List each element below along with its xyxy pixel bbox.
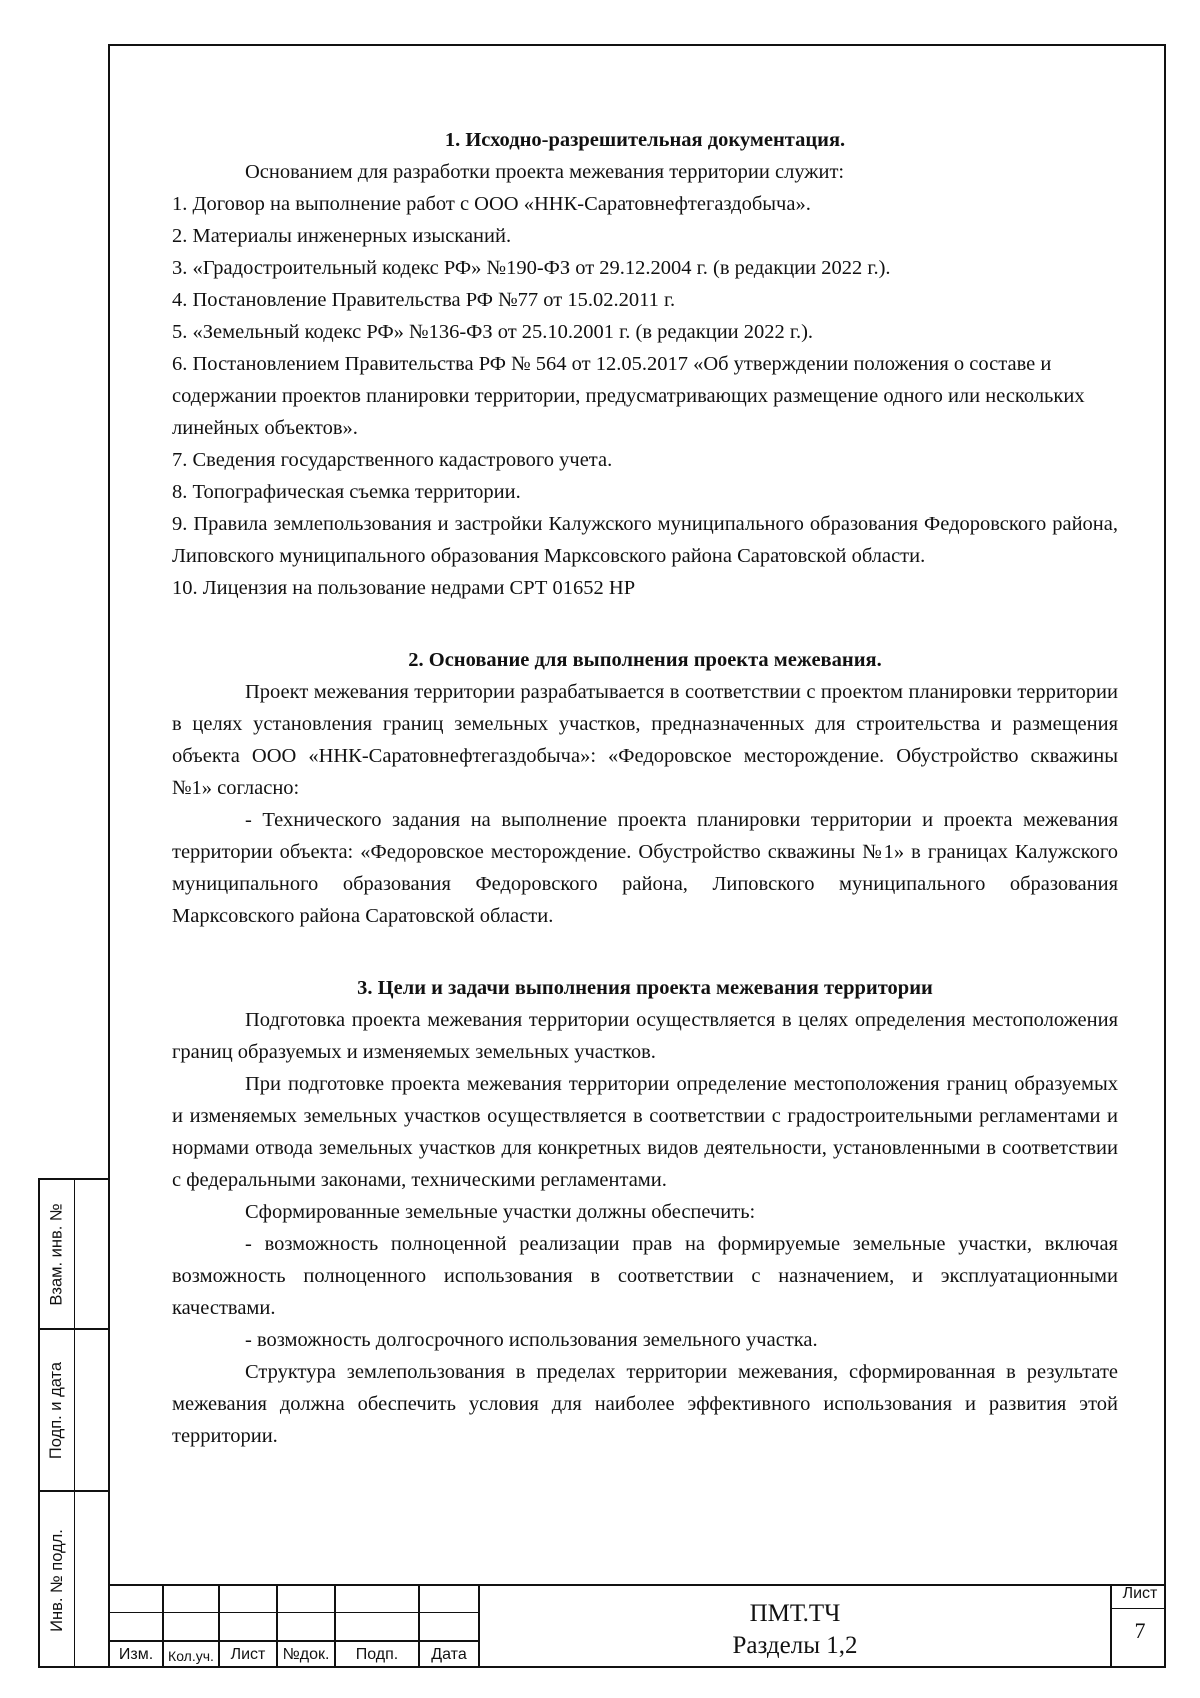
list-item: 5. «Земельный кодекс РФ» №136-ФЗ от 25.10.2001 г. (в редакции 2022 г.). <box>172 321 814 343</box>
side-stamp-divider <box>74 1180 75 1666</box>
section-2-paragraph: - Технического задания на выполнение проекта планировки территории и проекта межевания территории объекта: «Федоровское месторождение. Обустройство скважины №1» в границах Калужского муниципального образования Федоровского района, Липовского муниципального образования Марксовского района Саратовской области. <box>172 809 1118 927</box>
list-item: 6. Постановлением Правительства РФ № 564 от 12.05.2017 «Об утверждении положения о составе и содержании проектов планировки территории, предусматривающих размещение одного или нескольких линейных объектов». <box>172 353 1085 439</box>
section-3-paragraph: Подготовка проекта межевания территории осуществляется в целях определения местоположения границ образуемых и изменяемых земельных участков. <box>172 1009 1118 1063</box>
section-3-paragraph: - возможность долгосрочного использования земельного участка. <box>245 1329 818 1351</box>
list-item: 3. «Градостроительный кодекс РФ» №190-ФЗ от 29.12.2004 г. (в редакции 2022 г.). <box>172 257 891 279</box>
column-label: Подп. <box>355 1646 399 1663</box>
title-block-rule <box>108 1584 1166 1586</box>
side-label-signature-date: Подп. и дата <box>47 1361 66 1459</box>
list-item: 7. Сведения государственного кадастрового учета. <box>172 449 613 471</box>
section-3-paragraph: Сформированные земельные участки должны обеспечить: <box>245 1201 756 1223</box>
section-3-paragraph: Структура землепользования в пределах территории межевания, сформированная в результате межевания должна обеспечить условия для наиболее эффективного использования и развития этой территории. <box>172 1361 1118 1447</box>
document-code: ПМТ.ТЧ <box>749 1600 841 1627</box>
column-label: Изм. <box>118 1646 154 1663</box>
section-3-paragraph: При подготовке проекта межевания территории определение местоположения границ образуемых и изменяемых земельных участков осуществляется в соответствии с градостроительными регламентами и нормами отвода земельных участков для конкретных видов деятельности, установленными в соответствии с федеральными законами, техническими регламентами. <box>172 1073 1118 1191</box>
column-label: Дата <box>431 1646 467 1663</box>
list-item: 4. Постановление Правительства РФ №77 от 15.02.2011 г. <box>172 289 676 311</box>
section-spacer <box>172 604 1118 644</box>
section-3-paragraph: - возможность полноценной реализации прав на формируемые земельные участки, включая возможность полноценного использования в соответствии с назначением, и эксплуатационными качествами. <box>172 1233 1118 1319</box>
document-body <box>172 124 1118 1452</box>
column-label: Лист <box>230 1646 266 1663</box>
section-2-heading: 2. Основание для выполнения проекта межевания. <box>408 649 882 671</box>
column-label: Кол.уч. <box>168 1648 214 1664</box>
list-item: 9. Правила землепользования и застройки Калужского муниципального образования Федоровского района, Липовского муниципального образования Марксовского района Саратовской области. <box>172 513 1118 567</box>
section-1-intro: Основанием для разработки проекта межевания территории служит: <box>245 161 845 183</box>
section-spacer <box>172 932 1118 972</box>
section-2-paragraph: Проект межевания территории разрабатывается в соответствии с проектом планировки территории в целях установления границ земельных участков, предназначенных для строительства и размещения объекта ООО «ННК-Саратовнефтегаздобыча»: «Федоровское месторождение. Обустройство скважины №1» согласно: <box>172 681 1118 799</box>
list-item: 2. Материалы инженерных изысканий. <box>172 225 512 247</box>
sheet-number: 7 <box>1134 1618 1146 1643</box>
section-1-heading: 1. Исходно-разрешительная документация. <box>444 129 846 151</box>
list-item: 10. Лицензия на пользование недрами СРТ 01652 НР <box>172 577 636 599</box>
list-item: 1. Договор на выполнение работ с ООО «ННК-Саратовнефтегаздобыча». <box>172 193 811 215</box>
column-label: №док. <box>282 1646 330 1663</box>
section-3-heading: 3. Цели и задачи выполнения проекта межевания территории <box>357 977 933 999</box>
title-block-rule <box>1110 1608 1166 1609</box>
side-label-original-inv: Инв. № подл. <box>47 1528 66 1632</box>
side-label-replacement-inv: Взам. инв. № <box>47 1202 66 1306</box>
side-stamp <box>38 1178 108 1668</box>
sheet-label: Лист <box>1122 1585 1158 1602</box>
document-title: Разделы 1,2 <box>732 1632 858 1659</box>
list-item: 8. Топографическая съемка территории. <box>172 481 521 503</box>
